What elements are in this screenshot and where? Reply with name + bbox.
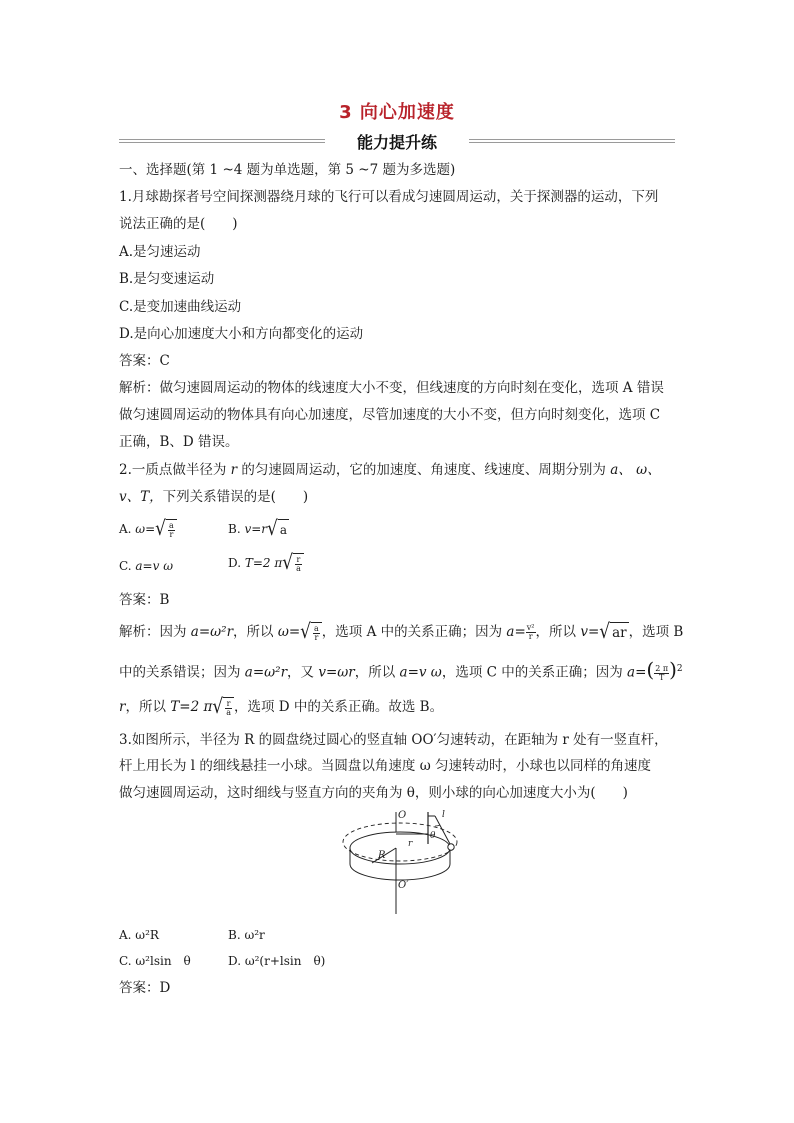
q2-symbols: v、T， (119, 489, 163, 505)
frac-num: 2 π (655, 663, 669, 673)
label-theta: θ (430, 831, 436, 841)
label-r: r (408, 839, 413, 849)
q1-option-a: A.是匀速运动 (119, 244, 201, 260)
q2-stem-line2 (119, 487, 308, 507)
q1-analysis-line3: 正确，B、D 错误。 (119, 434, 239, 450)
q1-stem-line1: 1.月球勘探者号空间探测器绕月球的飞行可以看成匀速圆周运动，关于探测器的运动，下列 (119, 189, 659, 205)
analysis-text: ，所以 (233, 624, 278, 640)
q2-stem-line1 (119, 460, 661, 480)
q1-analysis-line2: 做匀速圆周运动的物体具有向心加速度，尽管加速度的大小不变，但方向时刻变化，选项 C (119, 407, 661, 423)
frac-num: a (168, 521, 174, 530)
q3-option-c: C. ω²lsin θ (119, 954, 191, 968)
q2-stem-text: 2.一质点做半径为 (119, 462, 231, 478)
formula-text: a=v ω (399, 664, 442, 681)
label-O: O (398, 810, 407, 821)
formula-text: a=ω²r (244, 664, 288, 681)
subtitle-row (119, 130, 675, 154)
q1-option-c: C.是变加速曲线运动 (119, 299, 242, 315)
frac-num: r (296, 555, 301, 564)
q1-analysis-line1: 解析：做匀速圆周运动的物体的线速度大小不变，但线速度的方向时刻在变化，选项 A 错误 (119, 380, 664, 396)
analysis-text: 解析：因为 (119, 624, 191, 640)
label-R: R (378, 850, 386, 861)
frac-den: a (226, 708, 231, 717)
frac-num: v² (526, 623, 535, 632)
radicand: a (278, 519, 289, 540)
q2-symbol-r: r (230, 462, 238, 478)
formula-text: v=ωr (318, 664, 355, 681)
q2-option-a (119, 519, 177, 540)
ball (448, 844, 454, 850)
frac-num: a (314, 624, 319, 633)
q2-symbols: a、 ω、 (610, 462, 661, 478)
formula-text: T=2 π (244, 556, 283, 570)
sqrt-expr: √ $\frac{a}{r}$ (155, 519, 177, 540)
q3-stem-line3: 做匀速圆周运动，这时细线与竖直方向的夹角为 θ，则小球的向心加速度大小为( ) (119, 785, 628, 801)
q3-stem-line2: 杆上用长为 l 的细线悬挂一小球。当圆盘以角速度 ω 匀速转动时，小球也以同样的角速度 (119, 758, 651, 774)
formula-text: a= (506, 624, 526, 640)
formula-text: ω= (135, 522, 156, 536)
q1-answer: 答案：C (119, 353, 170, 369)
formula-text: r (119, 699, 126, 715)
fraction (526, 624, 536, 641)
q3-answer: 答案：D (119, 980, 171, 996)
frac-den: r (314, 633, 319, 642)
sqrt-expr: √ $\frac{r}{a}$ (212, 697, 234, 718)
q2-option-d (228, 553, 304, 574)
subtitle: 能力提升练 (356, 133, 437, 152)
frac-den: a (296, 564, 301, 573)
q1-stem-line2: 说法正确的是( ) (119, 216, 238, 232)
label-O-prime: O′ (398, 880, 409, 891)
analysis-text: ，选项 D 中的关系正确。故选 B。 (233, 699, 444, 715)
analysis-text: ，选项 A 中的关系正确；因为 (321, 624, 507, 640)
frac-den: T (658, 672, 665, 682)
q2-analysis-line2 (119, 659, 683, 683)
q2-option-c (119, 556, 173, 576)
label-l: l (442, 810, 445, 820)
sqrt-expr: √ $\frac{a}{r}$ (300, 622, 322, 643)
analysis-text: ，又 (287, 664, 319, 681)
formula-text: a=ω²r (190, 624, 234, 640)
lesson-title: 3 向心加速度 (339, 102, 455, 123)
sqrt-expr: √ ar (599, 620, 627, 644)
paren-open: ( (646, 657, 655, 682)
frac-den: r (169, 530, 174, 539)
formula-text: a= (627, 664, 647, 681)
q3-option-a: A. ω²R (119, 928, 159, 942)
rotating-disk-figure (338, 806, 464, 916)
section-heading: 一、选择题(第 1 ~4 题为单选题，第 5 ~7 题为多选题) (119, 162, 456, 178)
fraction (654, 665, 669, 682)
q2-option-b (228, 519, 289, 540)
option-label: A. (119, 522, 136, 536)
formula-text: ω= (277, 624, 301, 640)
analysis-text: 中的关系错误；因为 (119, 664, 245, 681)
q1-option-b: B.是匀变速运动 (119, 271, 215, 287)
analysis-text: ，选项 C 中的关系正确；因为 (441, 664, 628, 681)
q2-analysis-line1 (119, 622, 683, 643)
formula-text: v=r (244, 522, 268, 536)
analysis-text: ，所以 (354, 664, 400, 681)
exponent: 2 (676, 664, 683, 674)
option-label: D. (228, 556, 245, 570)
theta-arc (435, 825, 440, 826)
q2-stem-text: 下列关系错误的是( ) (162, 489, 309, 505)
formula-text: v= (580, 624, 600, 640)
q3-option-b: B. ω²r (228, 928, 265, 942)
q3-option-d: D. ω²(r+lsin θ) (228, 954, 326, 968)
q2-answer: 答案：B (119, 592, 170, 608)
subtitle-rule-left (119, 139, 325, 145)
formula-text: T=2 π (170, 699, 213, 715)
q3-stem-line1: 3.如图所示，半径为 R 的圆盘绕过圆心的竖直轴 OO′匀速转动，在距轴为 r 处有一竖直杆， (119, 732, 668, 748)
q2-analysis-line3 (119, 697, 443, 718)
analysis-text: ，所以 (125, 699, 171, 715)
subtitle-rule-right (469, 139, 675, 145)
radicand: ar (610, 622, 629, 643)
frac-den: r (528, 632, 533, 641)
analysis-text: ，所以 (535, 624, 581, 640)
q1-option-d: D.是向心加速度大小和方向都变化的运动 (119, 326, 364, 342)
q2-stem-text: 的匀速圆周运动，它的加速度、角速度、线速度、周期分别为 (237, 462, 611, 478)
sqrt-expr: √ a (267, 517, 288, 541)
frac-num: r (226, 699, 231, 708)
option-label: C. (119, 559, 136, 573)
analysis-text: ，选项 B (628, 624, 684, 640)
sqrt-expr: √ $\frac{r}{a}$ (282, 553, 304, 574)
option-label: B. (228, 522, 245, 536)
paren-close: ) (669, 657, 677, 682)
formula-text: a=v ω (135, 559, 173, 573)
